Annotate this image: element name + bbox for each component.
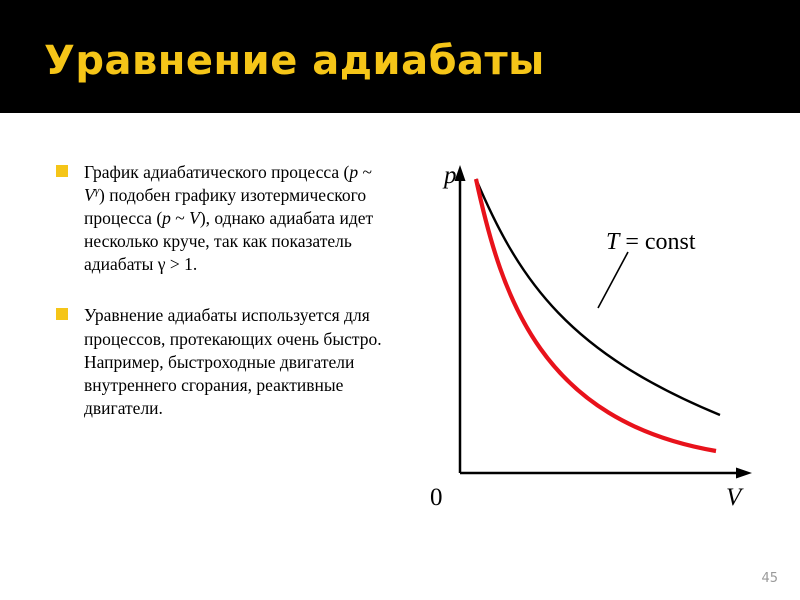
x-axis-label: V — [726, 484, 742, 511]
list-item — [52, 304, 397, 419]
pv-diagram-figure — [410, 153, 770, 511]
bullet-text-2: Уравнение адиабаты используется для процессов, протекающих очень быстро. Например, быстроходные двигатели внутреннего сгорания, реактивные двигатели. — [84, 305, 382, 418]
slide-body — [0, 113, 800, 600]
bullet-text-1: График адиабатического процесса (p ~ $V^\gamma$) подобен графику изотермического процесса (p ~ V), однако адиабата идет несколько круче, так как показатель адиабаты γ > 1. — [84, 162, 374, 275]
bullet-marker-icon — [56, 308, 68, 320]
list-item — [52, 161, 397, 276]
isotherm-annotation-label: T = const — [606, 229, 696, 255]
page-title: Уравнение адиабаты — [44, 38, 545, 84]
adiabat-curve — [476, 179, 716, 451]
y-axis-label: p — [444, 162, 457, 189]
x-axis-arrow-icon — [736, 468, 752, 479]
origin-label: 0 — [430, 484, 443, 511]
bullet-list — [52, 161, 397, 448]
annotation-leader-line — [598, 252, 628, 308]
bullet-marker-icon — [56, 165, 68, 177]
page-number: 45 — [761, 571, 778, 586]
